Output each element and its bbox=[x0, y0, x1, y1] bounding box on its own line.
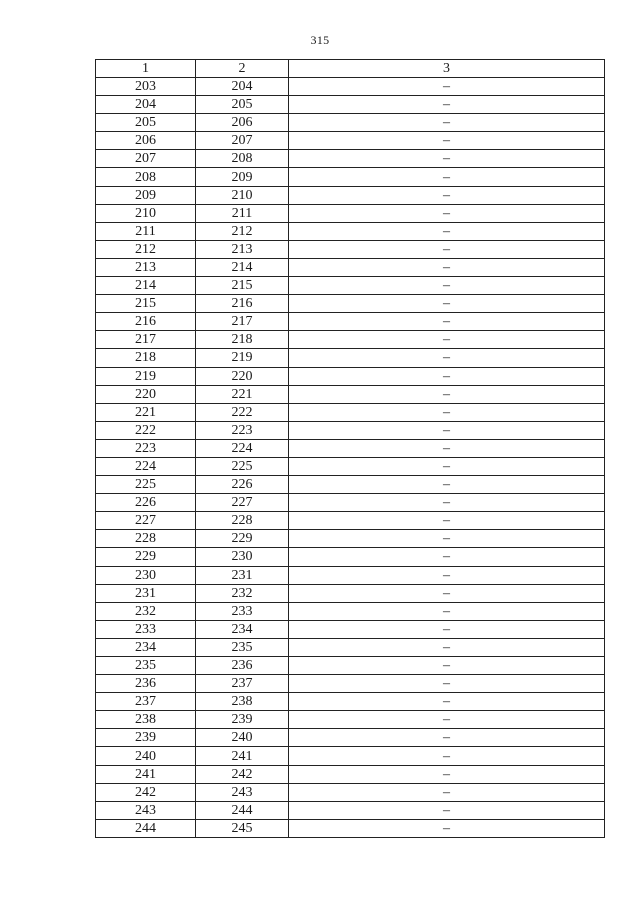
table-cell-col1: 218 bbox=[96, 349, 196, 367]
table-row bbox=[96, 367, 605, 385]
table-row bbox=[96, 801, 605, 819]
table-cell-col2: 205 bbox=[196, 96, 289, 114]
table-cell-col3: – bbox=[289, 512, 605, 530]
table-cell-col1: 235 bbox=[96, 657, 196, 675]
table-cell-col2: 225 bbox=[196, 457, 289, 475]
table-row bbox=[96, 476, 605, 494]
table-row bbox=[96, 78, 605, 96]
table-cell-col1: 238 bbox=[96, 711, 196, 729]
table-cell-col3: – bbox=[289, 295, 605, 313]
table-cell-col1: 237 bbox=[96, 693, 196, 711]
table-cell-col3: – bbox=[289, 132, 605, 150]
table-cell-col1: 225 bbox=[96, 476, 196, 494]
table-cell-col1: 220 bbox=[96, 385, 196, 403]
table-cell-col2: 243 bbox=[196, 783, 289, 801]
table-row bbox=[96, 783, 605, 801]
table-cell-col3: – bbox=[289, 150, 605, 168]
table-cell-col3: – bbox=[289, 602, 605, 620]
table-row bbox=[96, 331, 605, 349]
table-cell-col2: 237 bbox=[196, 675, 289, 693]
data-table bbox=[95, 59, 605, 838]
table-cell-col3: – bbox=[289, 204, 605, 222]
table-row bbox=[96, 747, 605, 765]
table-cell-col2: 238 bbox=[196, 693, 289, 711]
table-cell-col3: – bbox=[289, 729, 605, 747]
table-cell-col1: 206 bbox=[96, 132, 196, 150]
table-cell-col3: – bbox=[289, 476, 605, 494]
table-cell-col2: 219 bbox=[196, 349, 289, 367]
table-row bbox=[96, 421, 605, 439]
table-cell-col2: 239 bbox=[196, 711, 289, 729]
table-cell-col1: 240 bbox=[96, 747, 196, 765]
table-cell-col1: 217 bbox=[96, 331, 196, 349]
table-cell-col2: 204 bbox=[196, 78, 289, 96]
table-row bbox=[96, 204, 605, 222]
table-cell-col3: – bbox=[289, 457, 605, 475]
table-cell-col3: – bbox=[289, 186, 605, 204]
table-cell-col2: 217 bbox=[196, 313, 289, 331]
table-row bbox=[96, 729, 605, 747]
column-header-2: 2 bbox=[196, 60, 289, 78]
table-cell-col2: 228 bbox=[196, 512, 289, 530]
table-cell-col1: 216 bbox=[96, 313, 196, 331]
table-cell-col1: 223 bbox=[96, 439, 196, 457]
table-row bbox=[96, 494, 605, 512]
table-cell-col3: – bbox=[289, 711, 605, 729]
table-cell-col3: – bbox=[289, 494, 605, 512]
table-cell-col2: 236 bbox=[196, 657, 289, 675]
table-cell-col2: 215 bbox=[196, 277, 289, 295]
page-number: 315 bbox=[310, 33, 330, 47]
table-cell-col3: – bbox=[289, 548, 605, 566]
table-cell-col1: 239 bbox=[96, 729, 196, 747]
table-cell-col2: 209 bbox=[196, 168, 289, 186]
table-cell-col1: 207 bbox=[96, 150, 196, 168]
table-cell-col2: 231 bbox=[196, 566, 289, 584]
table-cell-col2: 218 bbox=[196, 331, 289, 349]
table-row bbox=[96, 186, 605, 204]
table-cell-col2: 207 bbox=[196, 132, 289, 150]
table-row bbox=[96, 530, 605, 548]
table-cell-col2: 223 bbox=[196, 421, 289, 439]
table-row bbox=[96, 693, 605, 711]
table-cell-col2: 242 bbox=[196, 765, 289, 783]
table-cell-col1: 233 bbox=[96, 620, 196, 638]
table-row bbox=[96, 620, 605, 638]
table-row bbox=[96, 240, 605, 258]
table-cell-col1: 204 bbox=[96, 96, 196, 114]
table-cell-col3: – bbox=[289, 693, 605, 711]
table-row bbox=[96, 638, 605, 656]
table-cell-col1: 211 bbox=[96, 222, 196, 240]
table-cell-col3: – bbox=[289, 403, 605, 421]
table-row bbox=[96, 258, 605, 276]
table-row bbox=[96, 584, 605, 602]
table-cell-col1: 222 bbox=[96, 421, 196, 439]
table-cell-col1: 208 bbox=[96, 168, 196, 186]
table-cell-col2: 226 bbox=[196, 476, 289, 494]
table-cell-col2: 233 bbox=[196, 602, 289, 620]
table-row bbox=[96, 349, 605, 367]
table-cell-col3: – bbox=[289, 439, 605, 457]
table-cell-col3: – bbox=[289, 747, 605, 765]
table-cell-col2: 212 bbox=[196, 222, 289, 240]
table-header bbox=[96, 60, 605, 78]
table-cell-col2: 241 bbox=[196, 747, 289, 765]
table-row bbox=[96, 566, 605, 584]
table-row bbox=[96, 657, 605, 675]
table-cell-col2: 235 bbox=[196, 638, 289, 656]
table-cell-col2: 240 bbox=[196, 729, 289, 747]
table-row bbox=[96, 96, 605, 114]
table-cell-col2: 220 bbox=[196, 367, 289, 385]
table-cell-col2: 224 bbox=[196, 439, 289, 457]
table-row bbox=[96, 313, 605, 331]
table-cell-col1: 232 bbox=[96, 602, 196, 620]
table-cell-col2: 232 bbox=[196, 584, 289, 602]
table-row bbox=[96, 765, 605, 783]
table-row bbox=[96, 385, 605, 403]
table-cell-col3: – bbox=[289, 385, 605, 403]
table-cell-col1: 209 bbox=[96, 186, 196, 204]
table-row bbox=[96, 168, 605, 186]
table-row bbox=[96, 403, 605, 421]
table-cell-col2: 213 bbox=[196, 240, 289, 258]
table-body bbox=[96, 78, 605, 838]
table-cell-col2: 210 bbox=[196, 186, 289, 204]
table-cell-col2: 216 bbox=[196, 295, 289, 313]
table-cell-col3: – bbox=[289, 765, 605, 783]
table-row bbox=[96, 711, 605, 729]
table-cell-col2: 234 bbox=[196, 620, 289, 638]
table-cell-col2: 211 bbox=[196, 204, 289, 222]
table-cell-col1: 205 bbox=[96, 114, 196, 132]
table-cell-col3: – bbox=[289, 168, 605, 186]
table-cell-col3: – bbox=[289, 675, 605, 693]
table-cell-col2: 229 bbox=[196, 530, 289, 548]
table-cell-col1: 228 bbox=[96, 530, 196, 548]
table-cell-col3: – bbox=[289, 566, 605, 584]
table-cell-col3: – bbox=[289, 530, 605, 548]
column-header-1: 1 bbox=[96, 60, 196, 78]
table-cell-col3: – bbox=[289, 331, 605, 349]
table-cell-col3: – bbox=[289, 313, 605, 331]
table-row bbox=[96, 150, 605, 168]
table-cell-col2: 208 bbox=[196, 150, 289, 168]
table-cell-col2: 221 bbox=[196, 385, 289, 403]
table-cell-col3: – bbox=[289, 584, 605, 602]
table-cell-col2: 245 bbox=[196, 819, 289, 837]
table-cell-col1: 214 bbox=[96, 277, 196, 295]
table-row bbox=[96, 277, 605, 295]
table-row bbox=[96, 457, 605, 475]
table-cell-col3: – bbox=[289, 277, 605, 295]
table-cell-col3: – bbox=[289, 349, 605, 367]
table-cell-col1: 227 bbox=[96, 512, 196, 530]
table-cell-col2: 230 bbox=[196, 548, 289, 566]
table-cell-col1: 230 bbox=[96, 566, 196, 584]
table-cell-col2: 214 bbox=[196, 258, 289, 276]
table-cell-col1: 229 bbox=[96, 548, 196, 566]
table-row bbox=[96, 602, 605, 620]
table-cell-col1: 224 bbox=[96, 457, 196, 475]
table-row bbox=[96, 132, 605, 150]
table-cell-col1: 231 bbox=[96, 584, 196, 602]
table-cell-col1: 221 bbox=[96, 403, 196, 421]
table-cell-col1: 241 bbox=[96, 765, 196, 783]
table-row bbox=[96, 548, 605, 566]
table-cell-col3: – bbox=[289, 620, 605, 638]
table-cell-col2: 206 bbox=[196, 114, 289, 132]
table-row bbox=[96, 295, 605, 313]
table-cell-col1: 242 bbox=[96, 783, 196, 801]
table-cell-col3: – bbox=[289, 421, 605, 439]
table-cell-col1: 243 bbox=[96, 801, 196, 819]
table-cell-col3: – bbox=[289, 78, 605, 96]
table-cell-col3: – bbox=[289, 783, 605, 801]
table-cell-col3: – bbox=[289, 367, 605, 385]
table-row bbox=[96, 512, 605, 530]
table-cell-col1: 234 bbox=[96, 638, 196, 656]
table-cell-col1: 226 bbox=[96, 494, 196, 512]
table-cell-col1: 213 bbox=[96, 258, 196, 276]
table-row bbox=[96, 114, 605, 132]
table-cell-col1: 203 bbox=[96, 78, 196, 96]
table-cell-col3: – bbox=[289, 801, 605, 819]
table-cell-col1: 244 bbox=[96, 819, 196, 837]
table-cell-col3: – bbox=[289, 258, 605, 276]
table-row bbox=[96, 819, 605, 837]
table-cell-col3: – bbox=[289, 114, 605, 132]
table-cell-col1: 219 bbox=[96, 367, 196, 385]
table-cell-col3: – bbox=[289, 657, 605, 675]
table-cell-col2: 227 bbox=[196, 494, 289, 512]
table-row bbox=[96, 675, 605, 693]
column-header-3: 3 bbox=[289, 60, 605, 78]
table-cell-col3: – bbox=[289, 240, 605, 258]
table-row bbox=[96, 222, 605, 240]
table-cell-col3: – bbox=[289, 819, 605, 837]
table-cell-col3: – bbox=[289, 638, 605, 656]
table-cell-col1: 212 bbox=[96, 240, 196, 258]
table-cell-col2: 222 bbox=[196, 403, 289, 421]
table-cell-col2: 244 bbox=[196, 801, 289, 819]
table-cell-col1: 210 bbox=[96, 204, 196, 222]
header-row bbox=[96, 60, 605, 78]
table-cell-col3: – bbox=[289, 96, 605, 114]
table-row bbox=[96, 439, 605, 457]
table-cell-col1: 215 bbox=[96, 295, 196, 313]
table-cell-col1: 236 bbox=[96, 675, 196, 693]
table-cell-col3: – bbox=[289, 222, 605, 240]
